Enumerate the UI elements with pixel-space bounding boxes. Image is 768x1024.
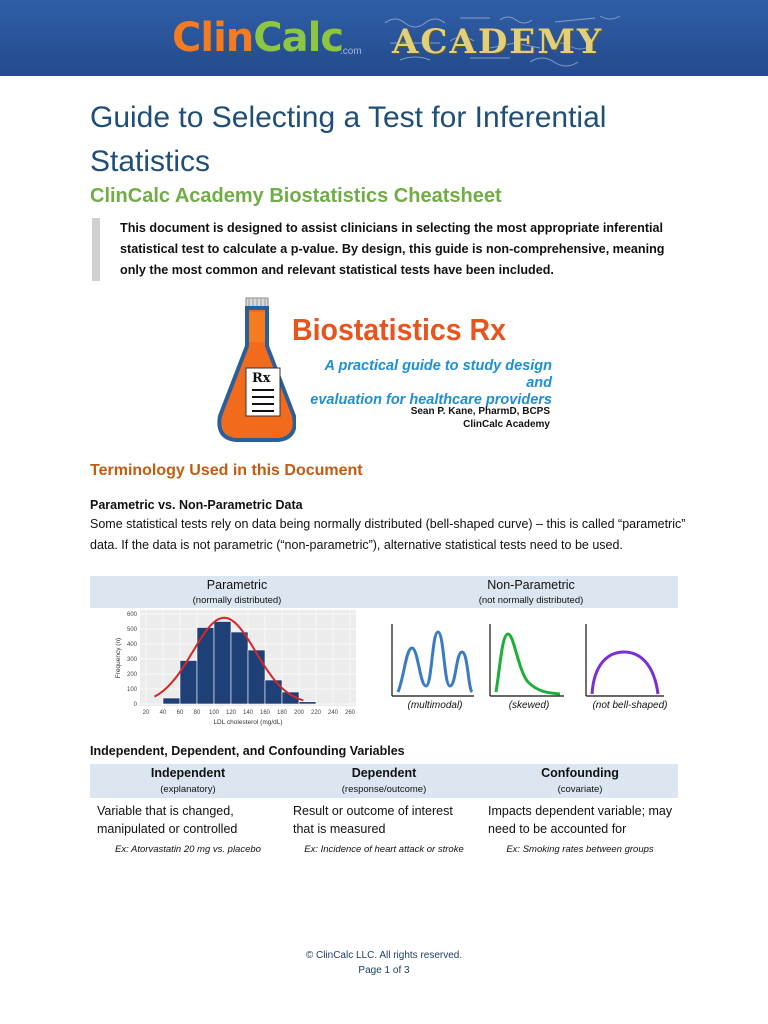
y-tick-label: 200 [126,672,137,678]
x-tick-label: 40 [159,710,167,716]
parametric-sublabel: (normally distributed) [192,595,282,606]
x-tick-label: 180 [276,710,288,716]
x-tick-label: 100 [208,710,220,716]
x-tick-label: 220 [310,710,322,716]
multimodal-curve [398,632,472,692]
histogram-bar [214,622,231,705]
x-tick-label: 20 [142,710,150,716]
histogram-bar [231,632,248,704]
col-confounding-label: Confounding [541,766,619,780]
parametric-heading: Parametric vs. Non-Parametric Data [90,498,303,512]
histogram-bar [265,680,282,704]
skewed-curve [496,634,560,694]
ldl-histogram-chart [110,608,360,726]
y-tick-label: 0 [133,702,137,708]
page-title: Guide to Selecting a Test for Inferential Statistics [90,101,607,178]
col-independent-text: Variable that is changed, manipulated or controlled [97,804,238,836]
parametric-paragraph: Some statistical tests rely on data being normally distributed (bell-shaped curve) – this is called “parametric” data. If the data is not parametric (“non-parametric”), alternative statistical tests need to be used. [90,517,686,552]
book-title: Biostatistics Rx [292,312,506,347]
x-tick-label: 200 [293,710,305,716]
y-tick-label: 300 [126,657,137,663]
x-tick-label: 160 [259,710,271,716]
y-tick-label: 600 [126,612,137,618]
book-author-block [380,405,550,431]
not-bell-curve-plot [586,624,664,696]
page-subtitle: ClinCalc Academy Biostatistics Cheatsheet [90,185,502,207]
col-confounding-sub: (covariate) [557,784,603,795]
y-axis-label: Frequency (n) [115,637,122,679]
nonparametric-label: Non-Parametric [487,578,575,592]
histogram-bar [299,702,316,704]
col-dependent-example: Ex: Incidence of heart attack or stroke [304,844,464,855]
parametric-label: Parametric [206,578,268,592]
col-dependent-label: Dependent [351,766,417,780]
caption-skewed: (skewed) [508,700,550,711]
x-tick-label: 260 [344,710,356,716]
col-dependent-text: Result or outcome of interest that is measured [293,804,453,836]
col-independent-sub: (explanatory) [160,784,216,795]
y-tick-label: 400 [126,642,137,648]
book-publisher: ClinCalc Academy [463,419,550,430]
col-independent-example: Ex: Atorvastatin 20 mg vs. placebo [115,844,261,855]
histogram-bar [163,698,180,704]
flask-icon [216,296,296,446]
clincalc-logo[interactable] [172,14,343,62]
x-tick-label: 140 [242,710,254,716]
caption-not-bell-shaped: (not bell-shaped) [592,700,668,711]
col-dependent-sub: (response/outcome) [341,784,427,795]
logo-calc: Calc [253,15,344,61]
terminology-heading: Terminology Used in this Document [90,462,363,479]
x-tick-label: 80 [193,710,201,716]
academy-logo: ACADEMY [392,22,604,62]
book-author: Sean P. Kane, PharmD, BCPS [410,406,550,417]
intro-callout: This document is designed to assist clinicians in selecting the most appropriate inferential statistical test to calculate a p-value. By design, this guide is non-comprehensive, meaning only the most common and relevant statistical tests have been included. [92,218,692,281]
col-confounding-example: Ex: Smoking rates between groups [506,844,654,855]
flask-label: Rx [252,371,271,386]
footer-copyright: © ClinCalc LLC. All rights reserved. [305,950,463,961]
book-tagline [300,358,552,409]
logo-clin: Clin [172,15,254,61]
nonparametric-sublabel: (not normally distributed) [478,595,584,606]
x-axis-label: LDL cholesterol (mg/dL) [213,719,283,726]
col-confounding-text: Impacts dependent variable; may need to be accounted for [488,804,673,836]
skewed-curve-plot [490,624,564,696]
footer-page-number: Page 1 of 3 [358,965,410,976]
not-bell-curve [592,652,658,694]
x-tick-label: 120 [225,710,237,716]
header-banner [0,0,768,76]
y-tick-label: 100 [126,687,137,693]
x-tick-label: 60 [176,710,184,716]
caption-multimodal: (multimodal) [407,700,463,711]
col-independent-label: Independent [150,766,226,780]
histogram-bar [248,650,265,704]
variables-heading: Independent, Dependent, and Confounding Variables [90,744,405,758]
book-tagline-line2: evaluation for healthcare providers [310,392,552,408]
x-tick-label: 240 [327,710,339,716]
logo-com: .com [340,46,362,57]
book-tagline-line1: A practical guide to study design and [324,358,552,391]
multimodal-curve-plot [392,624,474,696]
y-tick-label: 500 [126,627,137,633]
